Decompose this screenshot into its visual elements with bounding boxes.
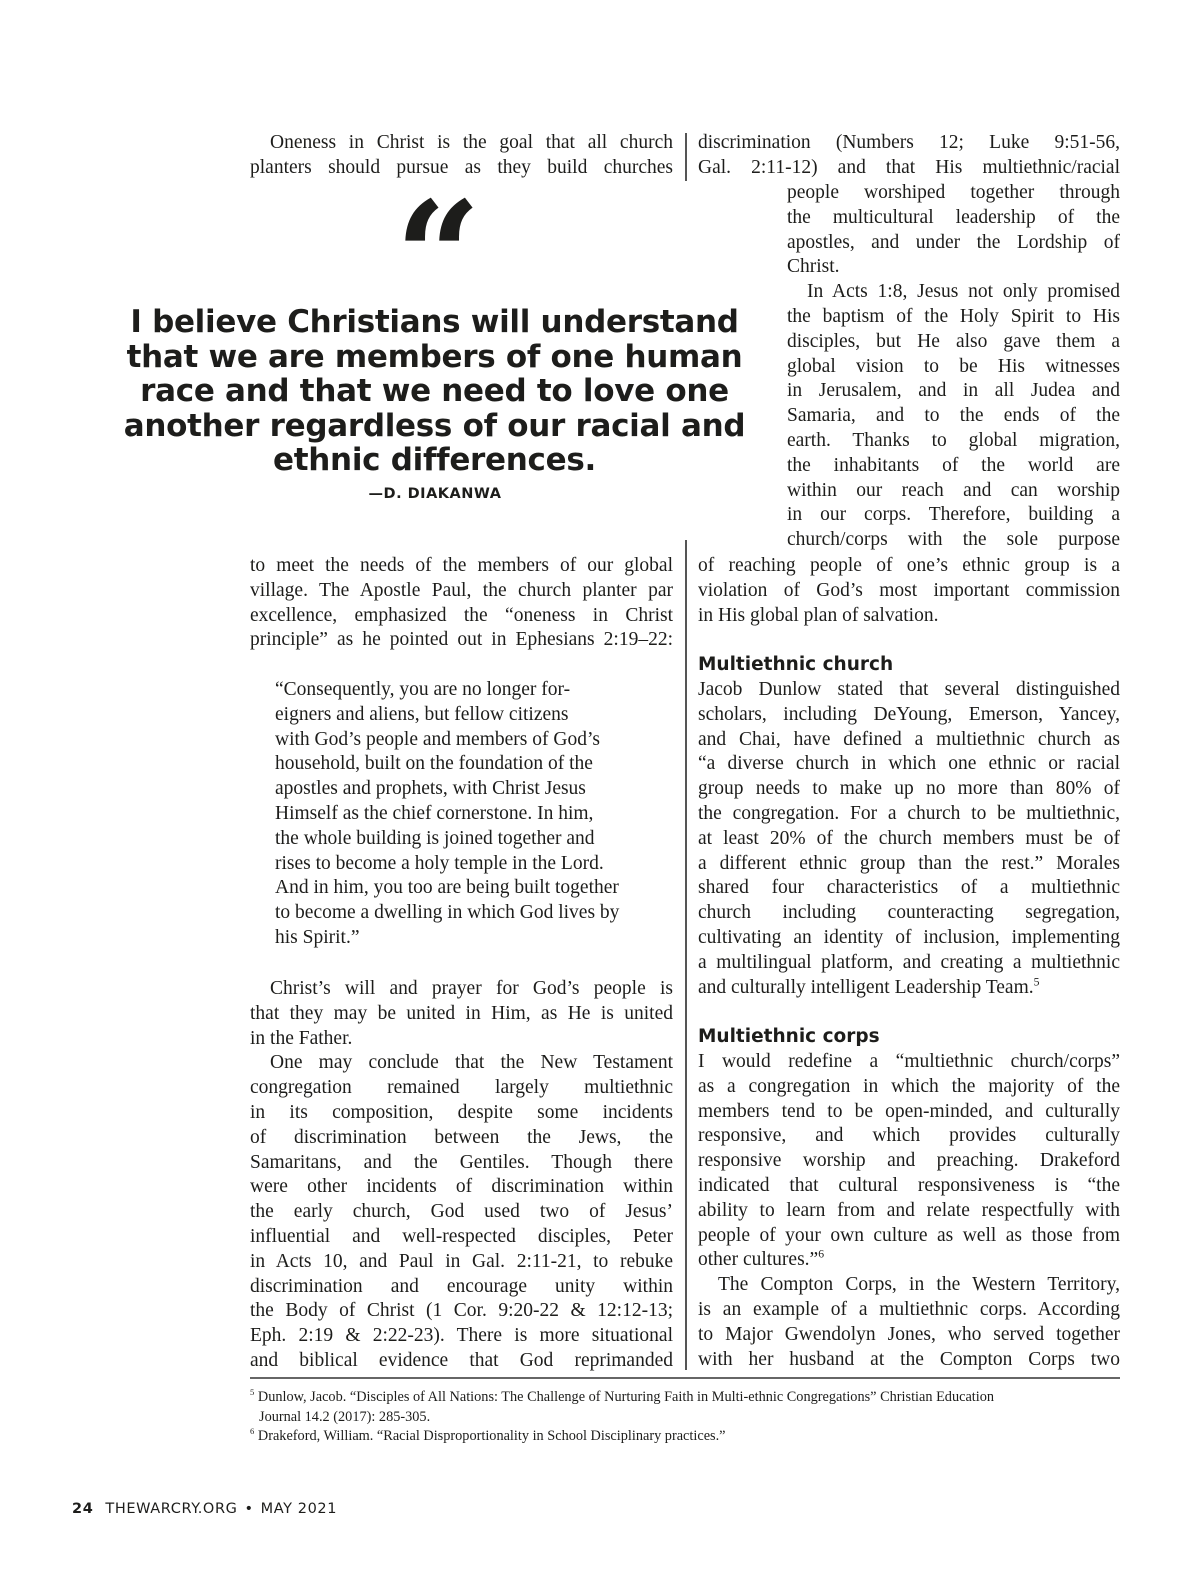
footnote-text: Dunlow, Jacob. “Disciples of All Nations: The Challenge of Nurturing Faith in Multi-ethnic Congregations” Christian Education <box>257 1389 995 1405</box>
footnotes <box>250 1388 1120 1447</box>
page-footer <box>72 1501 337 1517</box>
body-line: discrimination (Numbers 12; Luke 9:51-56, <box>698 132 1120 153</box>
body-line: congregation remained largely multiethnic <box>250 1077 673 1099</box>
footer-site: THEWARCRY.ORG <box>105 1501 238 1517</box>
body-line: cultivating an identity of inclusion, implementing <box>698 926 1120 948</box>
body-line: planters should pursue as they build churches <box>250 156 673 178</box>
column-rule-bottom <box>685 540 687 1370</box>
body-line: in Acts 10, and Paul in Gal. 2:11-21, to rebuke <box>250 1250 673 1272</box>
body-line: within our reach and can worship <box>787 479 1120 501</box>
body-line: scholars, including DeYoung, Emerson, Yancey, <box>698 703 1120 725</box>
body-text: and culturally intelligent Leadership Team. <box>698 976 1034 998</box>
body-line: Oneness in Christ is the goal that all church <box>270 132 673 153</box>
paragraph-gap <box>698 628 1120 653</box>
section-heading-multiethnic-church: Multiethnic church <box>698 654 894 676</box>
blockquote-line: his Spirit.” <box>275 926 360 948</box>
footnote-6 <box>250 1427 1120 1447</box>
body-line: is an example of a multiethnic corps. According <box>698 1298 1120 1320</box>
body-line: and Chai, have defined a multiethnic church as <box>698 728 1120 750</box>
body-line: earth. Thanks to global migration, <box>787 429 1120 451</box>
body-line: were other incidents of discrimination within <box>250 1176 673 1198</box>
footnote-ref: 6 <box>818 1247 825 1261</box>
body-line: “a diverse church in which one ethnic or racial <box>698 753 1120 775</box>
section-heading-multiethnic-corps: Multiethnic corps <box>698 1026 880 1048</box>
body-line: of reaching people of one’s ethnic group is a <box>698 555 1120 576</box>
body-line: in His global plan of salvation. <box>698 604 939 626</box>
body-line: the Body of Christ (1 Cor. 9:20-22 & 12:12-13; <box>250 1300 673 1322</box>
blockquote-line: And in him, you too are being built together <box>275 877 619 899</box>
blockquote-line: the whole building is joined together and <box>275 827 595 849</box>
body-line: with her husband at the Compton Corps two <box>698 1348 1120 1370</box>
body-line: Christ. <box>787 256 840 278</box>
body-line: responsive, and which provides culturally <box>698 1125 1120 1147</box>
pull-quote: I believe Christians will understand that we are members of one human race and that we need to love one another regardless of our racial and ethnic differences. <box>123 304 746 478</box>
body-line: The Compton Corps, in the Western Territory, <box>718 1274 1120 1296</box>
body-line: disciples, but He also gave them a <box>787 330 1120 352</box>
body-line: that they may be united in Him, as He is united <box>250 1002 673 1024</box>
body-line: influential and well-respected disciples, Peter <box>250 1225 673 1247</box>
body-line: principle” as he pointed out in Ephesians 2:19–22: <box>250 629 673 651</box>
body-line: to Major Gwendolyn Jones, who served together <box>698 1323 1120 1345</box>
footnote-number: 5 <box>250 1387 255 1398</box>
quote-mark-icon: “ <box>395 169 482 345</box>
blockquote-line: with God’s people and members of God’s <box>275 728 600 750</box>
body-line: and biblical evidence that God reprimanded <box>250 1349 673 1371</box>
right-column-main <box>698 554 1120 1372</box>
body-line: In Acts 1:8, Jesus not only promised <box>807 281 1120 303</box>
body-line: in our corps. Therefore, building a <box>787 504 1120 526</box>
body-line: as a congregation in which the majority of the <box>698 1075 1120 1097</box>
blockquote-line: “Consequently, you are no longer for- <box>275 679 571 700</box>
body-line: at least 20% of the church members must be of <box>698 827 1120 849</box>
footnote-rule <box>250 1377 1120 1379</box>
body-line: global vision to be His witnesses <box>787 355 1120 377</box>
body-line: church/corps with the sole purpose <box>787 529 1120 551</box>
footer-date: MAY 2021 <box>260 1501 338 1517</box>
blockquote-line: to become a dwelling in which God lives by <box>275 902 620 924</box>
body-line: a multilingual platform, and creating a multiethnic <box>698 951 1120 973</box>
blockquote-line: apostles and prophets, with Christ Jesus <box>275 778 586 800</box>
body-line: Samaria, and to the ends of the <box>787 405 1120 427</box>
body-line: to meet the needs of the members of our global <box>250 555 673 576</box>
body-line <box>698 976 1120 1001</box>
blockquote-line: eigners and aliens, but fellow citizens <box>275 703 569 725</box>
body-line: Christ’s will and prayer for God’s people is <box>270 978 673 999</box>
body-line: Samaritans, and the Gentiles. Though there <box>250 1151 673 1173</box>
blockquote-line: Himself as the chief cornerstone. In him, <box>275 802 594 824</box>
paragraph-gap <box>698 1000 1120 1025</box>
left-column-mid <box>250 554 673 653</box>
body-line: in its composition, despite some incidents <box>250 1101 673 1123</box>
body-line: indicated that cultural responsiveness is “the <box>698 1174 1120 1196</box>
body-line: the baptism of the Holy Spirit to His <box>787 305 1120 327</box>
body-line: village. The Apostle Paul, the church planter par <box>250 579 673 601</box>
body-line <box>698 1248 1120 1273</box>
body-line: the early church, God used two of Jesus’ <box>250 1201 673 1223</box>
body-line: people of your own culture as well as those from <box>698 1224 1120 1246</box>
body-line: the multicultural leadership of the <box>787 206 1120 228</box>
body-line: Jacob Dunlow stated that several distinguished <box>698 678 1120 700</box>
body-line: I would redefine a “multiethnic church/corps” <box>698 1050 1120 1072</box>
body-line: a different ethnic group than the rest.” Morales <box>698 852 1120 874</box>
blockquote-line: rises to become a holy temple in the Lord. <box>275 852 604 874</box>
page-number: 24 <box>72 1501 94 1517</box>
body-line: people worshiped together through <box>787 182 1120 203</box>
scripture-blockquote <box>275 678 685 951</box>
body-line: the congregation. For a church to be multiethnic, <box>698 802 1120 824</box>
blockquote-line: household, built on the foundation of the <box>275 753 593 775</box>
body-line: Gal. 2:11-12) and that His multiethnic/racial <box>698 156 1120 178</box>
body-line: violation of God’s most important commission <box>698 579 1120 601</box>
body-line: responsive worship and preaching. Drakeford <box>698 1150 1120 1172</box>
body-line: the inhabitants of the world are <box>787 454 1120 476</box>
right-column-narrow <box>787 181 1120 553</box>
body-line: apostles, and under the Lordship of <box>787 231 1120 253</box>
footnote-number: 6 <box>250 1426 255 1437</box>
pull-quote-attribution: —D. DIAKANWA <box>368 486 502 502</box>
footer-separator: • <box>244 1501 254 1517</box>
footnote-ref: 5 <box>1033 975 1040 989</box>
body-line: shared four characteristics of a multiethnic <box>698 877 1120 899</box>
body-line: Eph. 2:19 & 2:22-23). There is more situational <box>250 1325 673 1347</box>
body-line: members tend to be open-minded, and culturally <box>698 1100 1120 1122</box>
footnote-5-continued: Journal 14.2 (2017): 285-305. <box>259 1408 431 1425</box>
footnote-5 <box>250 1388 1120 1408</box>
body-line: church including counteracting segregation, <box>698 902 1120 924</box>
body-line: excellence, emphasized the “oneness in Christ <box>250 604 673 626</box>
body-text: other cultures.” <box>698 1249 819 1271</box>
right-column-top <box>698 131 1120 181</box>
body-line: in Jerusalem, and in all Judea and <box>787 380 1120 402</box>
body-line: of discrimination between the Jews, the <box>250 1126 673 1148</box>
body-line: One may conclude that the New Testament <box>270 1052 673 1074</box>
left-column-bottom <box>250 977 673 1374</box>
body-line: group needs to make up no more than 80% of <box>698 778 1120 800</box>
footnote-text: Drakeford, William. “Racial Disproportionality in School Disciplinary practices.” <box>257 1428 726 1444</box>
body-line: discrimination and encourage unity within <box>250 1275 673 1297</box>
body-line: in the Father. <box>250 1027 353 1049</box>
column-rule-top <box>685 133 687 181</box>
body-line: ability to learn from and relate respectfully with <box>698 1199 1120 1221</box>
